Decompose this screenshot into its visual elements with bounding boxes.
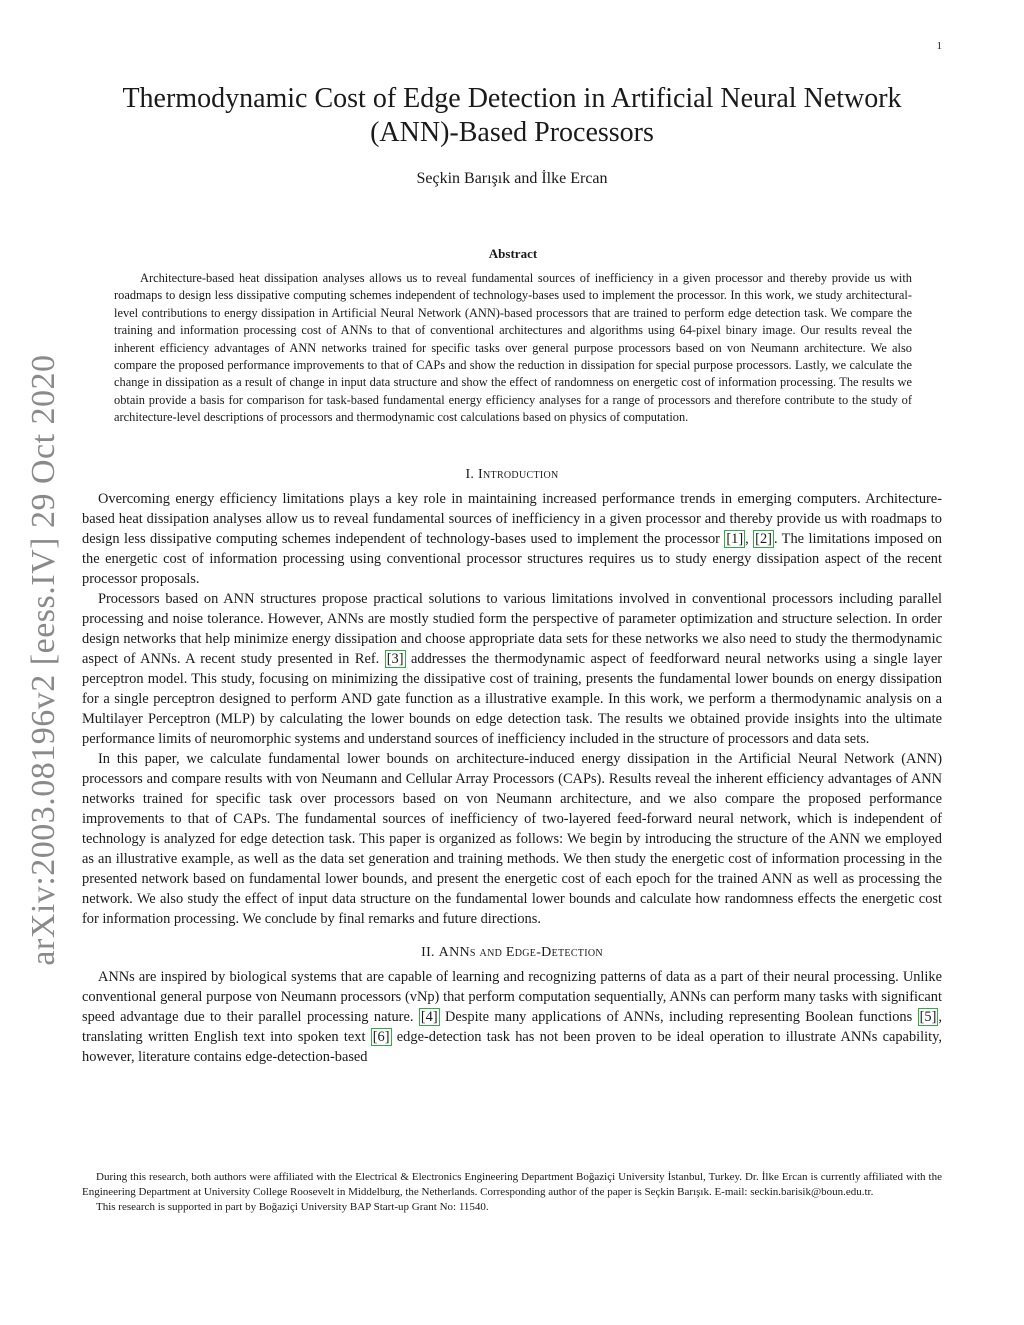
text-run: , translating written English text into spoken text — [82, 1008, 942, 1045]
authors: Seçkin Barışık and İlke Ercan — [416, 170, 608, 187]
text-run: Overcoming energy efficiency limitations plays a key role in maintaining increased performance trends in emerging computers. Architecture-based heat dissipation analyses allow us to reveal fundamental sources of inefficiency in a given processor and thereby provide us with roadmaps to design less dissipative computing schemes independent of technology-bases used to implement the processor — [82, 490, 942, 547]
abstract-heading: Abstract — [488, 246, 538, 261]
paper-content — [82, 82, 942, 1067]
footnote-affiliation: During this research, both authors were affiliated with the Electrical & Electronics Engineering Department Boğaziçi University İstanbul, Turkey. Dr. İlke Ercan is currently affiliated with the Engineering Department at University College Roosevelt in Middelburg, the Netherlands. Corresponding author of the paper is Seçkin Barışık. E-mail: seckin.barisik@boun.edu.tr. — [82, 1171, 942, 1198]
text-run: addresses the thermodynamic aspect of feedforward neural networks using a single layer perceptron model. This study, focusing on minimizing the dissipative cost of training, presents the fundamental lower bounds on energy dissipation for a single perceptron designed to perform AND gate function as a illustrative example. In this work, we perform a thermodynamic analysis on a Multilayer Perceptron (MLP) by calculating the lower bounds on edge detection task. The results we obtained provide insights into the ultimate performance limits of neuromorphic systems and understand sources of inefficiency included in the structure of processors and data sets. — [82, 650, 942, 747]
footnote-funding: This research is supported in part by Boğaziçi University BAP Start-up Grant No: 11540. — [96, 1201, 489, 1213]
section-numeral: II. — [421, 944, 435, 960]
intro-paragraph-2 — [82, 589, 942, 749]
intro-paragraph-3: In this paper, we calculate fundamental lower bounds on architecture-induced energy dissipation in the Artificial Neural Network (ANN) processors and compare results with von Neumann and Cellular Array Processors (CAPs). Results reveal the inherent efficiency advantages of ANN networks trained for specific task over processors based on von Neumann architecture, and we also compare the proposed performance improvements to that of CAPs. The fundamental sources of inefficiency of two-layered feed-forward neural network, which is independent of technology is analyzed for edge detection task. This paper is organized as follows: We begin by introducing the structure of the ANN we employed as an illustrative example, as well as the data set generation and training methods. We then study the energetic cost of information processing in the presented network based on fundamental lower bounds, and present the energetic cost of each epoch for the trained ANN as well as processing the network. We also study the effect of input data structure on the fundamental lower bounds and calculate how randomness effects the energetic cost for information processing. We conclude by final remarks and future directions. — [82, 750, 942, 927]
abstract-text: Architecture-based heat dissipation analyses allows us to reveal fundamental sources of inefficiency in a given processor and thereby provide us with roadmaps to design less dissipative computing schemes independent of technology-bases used to implement the processor. In this work, we study architectural-level contributions to energy dissipation in Artificial Neural Network (ANN)-based processors that are trained to perform edge detection task. We compare the training and information processing cost of ANNs to that of conventional architectures and algorithms using 64-pixel binary image. Our results reveal the inherent efficiency advantages of ANN networks trained for specific tasks over general purpose processors based on von Neumann architecture. We also compare the proposed performance improvements to that of CAPs and show the reduction in dissipation for special purpose processors. Lastly, we calculate the change in dissipation as a result of change in input data structure and show the effect of randomness on energetic cost of information processing. The results we obtain provide a basis for comparison for task-based fundamental energy efficiency analyses for a range of processors and therefore contribute to the study of architecture-level descriptions of processors and thermodynamic cost calculations based on physics of computation. — [114, 271, 912, 425]
citation-link[interactable]: [1] — [726, 530, 744, 547]
citation-link[interactable]: [5] — [919, 1008, 937, 1025]
text-run: , — [745, 530, 754, 547]
text-run: Processors based on ANN structures propose practical solutions to various limitations involved in conventional processors including parallel processing and noise tolerance. However, ANNs are mostly studied form the perspective of parameter optimization and structure selection. In order design networks that help minimize energy dissipation and choose appropriate data sets for these networks we also need to study the thermodynamic aspect of ANNs. A recent study presented in Ref. — [82, 590, 942, 667]
paper-title — [82, 82, 942, 150]
section-title: ANNs and Edge-Detection — [438, 944, 603, 960]
section-title: Introduction — [478, 466, 559, 482]
section-heading-introduction — [82, 467, 942, 483]
citation-link[interactable]: [3] — [386, 650, 404, 667]
citation-link[interactable]: [6] — [372, 1028, 390, 1045]
text-run: . The limitations imposed on the energetic cost of information processing using conventional processor structures requires us to study energy dissipation aspect of the recent processor proposals. — [82, 530, 942, 587]
abstract — [114, 246, 912, 427]
citation-link[interactable]: [4] — [420, 1008, 438, 1025]
footnotes — [82, 1170, 942, 1215]
page-number: 1 — [936, 40, 942, 52]
arxiv-side-stamp: arXiv:2003.08196v2 [eess.IV] 29 Oct 2020 — [25, 354, 62, 966]
anns-paragraph-1 — [82, 967, 942, 1067]
title-line-2: (ANN)-Based Processors — [370, 117, 654, 148]
section-numeral: I. — [465, 466, 475, 482]
text-run: ANNs are inspired by biological systems that are capable of learning and recognizing patterns of data as a part of their neural processing. Unlike conventional general purpose von Neumann processors (vNp) that perform computation sequentially, ANNs can perform many tasks with significant speed advantage due to their parallel processing nature. — [82, 968, 942, 1025]
intro-paragraph-1 — [82, 489, 942, 589]
section-heading-anns — [82, 945, 942, 961]
text-run: edge-detection task has not been proven to be ideal operation to illustrate ANNs capability, however, literature contains edge-detection-based — [82, 1028, 942, 1065]
title-line-1: Thermodynamic Cost of Edge Detection in Artificial Neural Network — [122, 83, 902, 114]
text-run: Despite many applications of ANNs, including representing Boolean functions — [439, 1008, 918, 1025]
citation-link[interactable]: [2] — [755, 530, 772, 547]
